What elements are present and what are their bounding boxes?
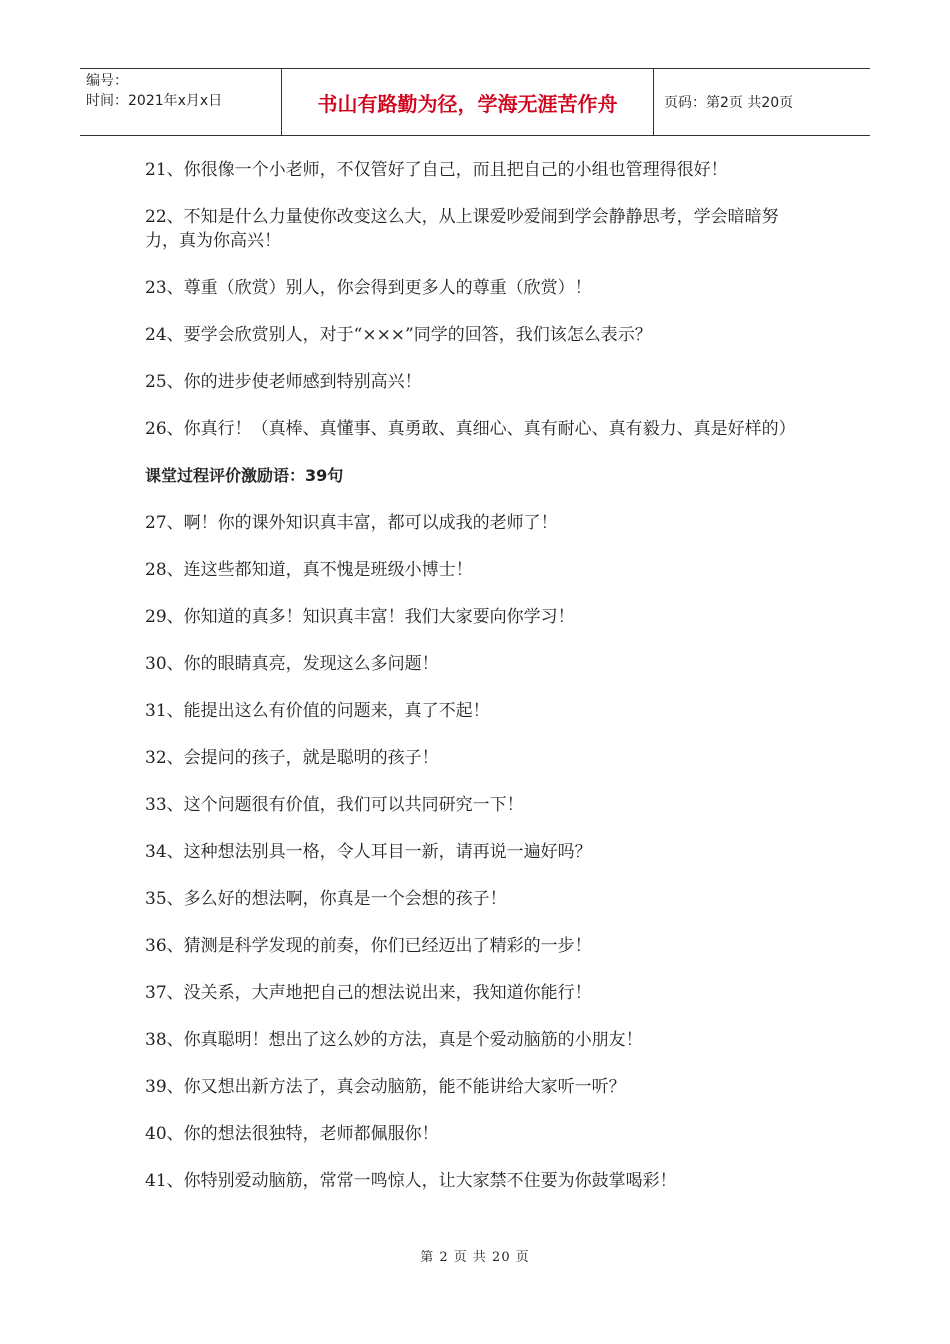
list-item: 33、这个问题很有价值，我们可以共同研究一下！	[145, 795, 524, 815]
list-item: 26、你真行！（真棒、真懂事、真勇敢、真细心、真有耐心、真有毅力、真是好样的）	[145, 419, 796, 439]
header-meta	[80, 69, 282, 135]
list-item: 31、能提出这么有价值的问题来，真了不起！	[145, 701, 490, 721]
list-item: 34、这种想法别具一格，令人耳目一新，请再说一遍好吗？	[145, 842, 592, 862]
list-item: 28、连这些都知道，真不愧是班级小博士！	[145, 560, 473, 580]
header-motto: 书山有路勤为径，学海无涯苦作舟	[282, 69, 654, 135]
list-item: 27、啊！你的课外知识真丰富，都可以成我的老师了！	[145, 513, 558, 533]
date-label: 时间：2021年x月x日	[86, 93, 223, 109]
list-item: 39、你又想出新方法了，真会动脑筋，能不能讲给大家听一听？	[145, 1077, 626, 1097]
list-item: 21、你很像一个小老师，不仅管好了自己，而且把自己的小组也管理得很好！	[145, 160, 728, 180]
list-item: 24、要学会欣赏别人，对于“×××”同学的回答，我们该怎么表示？	[145, 325, 652, 345]
page-header	[80, 68, 870, 136]
section-heading: 课堂过程评价激励语：39句	[145, 466, 344, 485]
number-label: 编号：	[86, 73, 128, 89]
list-item: 41、你特别爱动脑筋，常常一鸣惊人，让大家禁不住要为你鼓掌喝彩！	[145, 1171, 677, 1191]
list-item: 37、没关系，大声地把自己的想法说出来，我知道你能行！	[145, 983, 592, 1003]
list-item: 29、你知道的真多！知识真丰富！我们大家要向你学习！	[145, 607, 575, 627]
header-page-label: 页码：第2页 共20页	[664, 95, 794, 111]
list-item: 30、你的眼睛真亮，发现这么多问题！	[145, 654, 439, 674]
list-item: 25、你的进步使老师感到特别高兴！	[145, 372, 422, 392]
list-item: 23、尊重（欣赏）别人，你会得到更多人的尊重（欣赏）！	[145, 278, 592, 298]
list-item: 36、猜测是科学发现的前奏，你们已经迈出了精彩的一步！	[145, 936, 592, 956]
list-item: 22、不知是什么力量使你改变这么大，从上课爱吵爱闹到学会静静思考，学会暗暗努力，真为你高兴！	[145, 207, 779, 251]
page-footer: 第 2 页 共 20 页	[420, 1250, 530, 1265]
list-item: 40、你的想法很独特，老师都佩服你！	[145, 1124, 439, 1144]
list-item: 38、你真聪明！想出了这么妙的方法，真是个爱动脑筋的小朋友！	[145, 1030, 643, 1050]
list-item: 35、多么好的想法啊，你真是一个会想的孩子！	[145, 889, 507, 909]
list-item: 32、会提问的孩子，就是聪明的孩子！	[145, 748, 439, 768]
document-body	[145, 158, 805, 1216]
